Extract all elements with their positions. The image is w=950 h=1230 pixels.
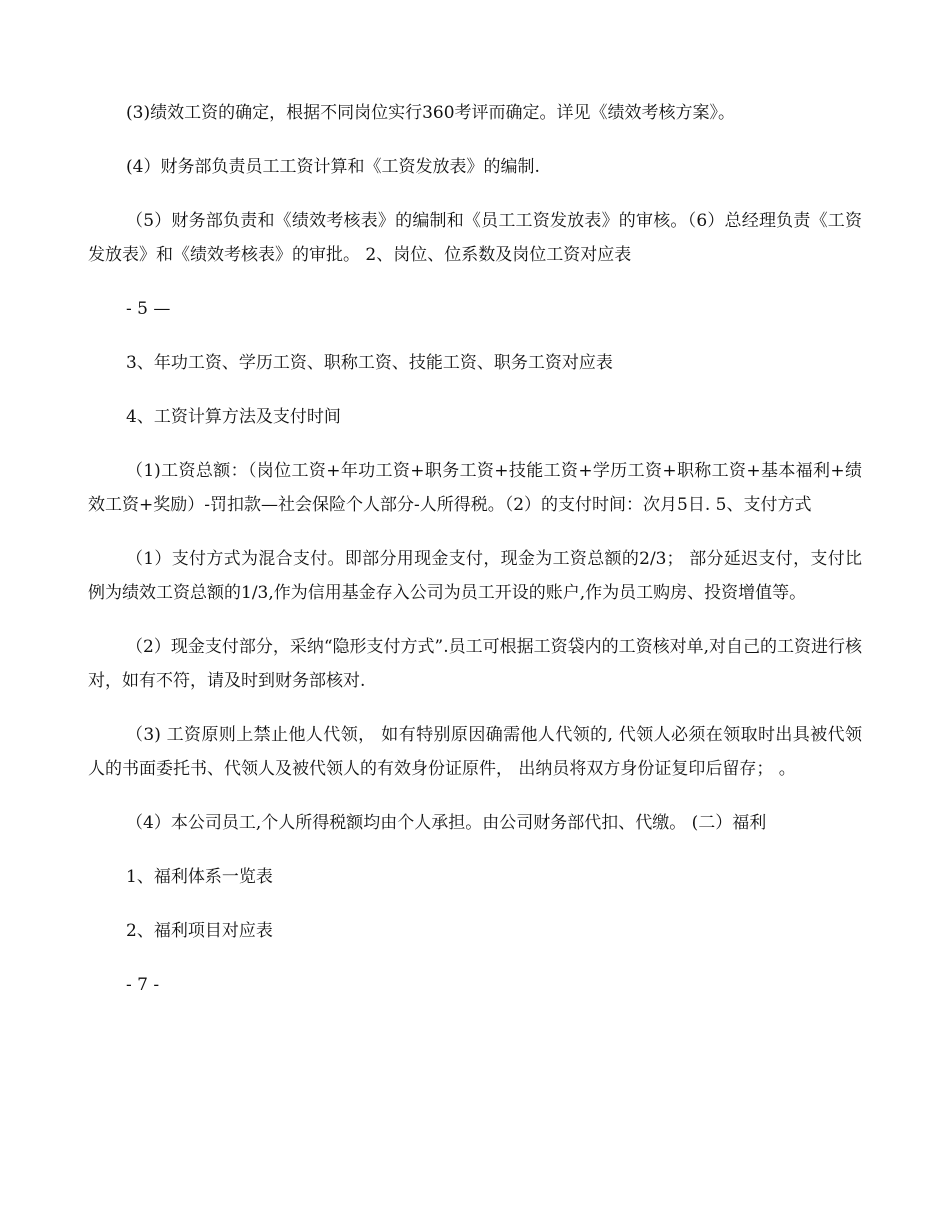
heading-salary-types-table: 3、年功工资、学历工资、职称工资、技能工资、职务工资对应表 [126,353,613,373]
page-number-5: - 5 — [126,299,171,319]
paragraph-proxy-collection: （3) 工资原则上禁止他人代领， 如有特别原因确需他人代领的, 代领人必须在领取时出具被代领人的书面委托书、代领人及被代领人的有效身份证原件， 出纳员将双方身份证复印后留存； 。 [88,725,862,779]
heading-salary-calculation: 4、工资计算方法及支付时间 [126,407,341,427]
paragraph-cash-payment: （2）现金支付部分，采纳“隐形支付方式”.员工可根据工资袋内的工资核对单,对自己的工资进行核对，如有不符，请及时到财务部核对. [88,637,863,691]
paragraph-income-tax: （4）本公司员工,个人所得税额均由个人承担。由公司财务部代扣、代缴。 (二）福利 [126,813,767,833]
paragraph-total-salary: （1)工资总额：（岗位工资+年功工资+职务工资+技能工资+学历工资+职称工资+基本福利+绩效工资+奖励）-罚扣款—社会保险个人部分-人所得税。（2）的支付时间：次月5日. 5、支付方式 [88,461,862,515]
heading-benefits-items: 2、福利项目对应表 [126,921,273,941]
heading-benefits-overview: 1、福利体系一览表 [126,867,273,887]
paragraph-review-approval: （5）财务部负责和《绩效考核表》的编制和《员工工资发放表》的审核。（6）总经理负责《工资发放表》和《绩效考核表》的审批。 2、岗位、位系数及岗位工资对应表 [88,211,862,265]
page-number-7: - 7 - [126,975,160,995]
paragraph-finance-payroll: (4）财务部负责员工工资计算和《工资发放表》的编制. [126,157,540,177]
paragraph-mixed-payment: （1）支付方式为混合支付。即部分用现金支付，现金为工资总额的2/3； 部分延迟支付，支付比例为绩效工资总额的1/3,作为信用基金存入公司为员工开设的账户,作为员工购房、投资增值等。 [88,549,862,603]
paragraph-performance-pay: (3)绩效工资的确定，根据不同岗位实行360考评而确定。详见《绩效考核方案》。 [126,103,736,123]
